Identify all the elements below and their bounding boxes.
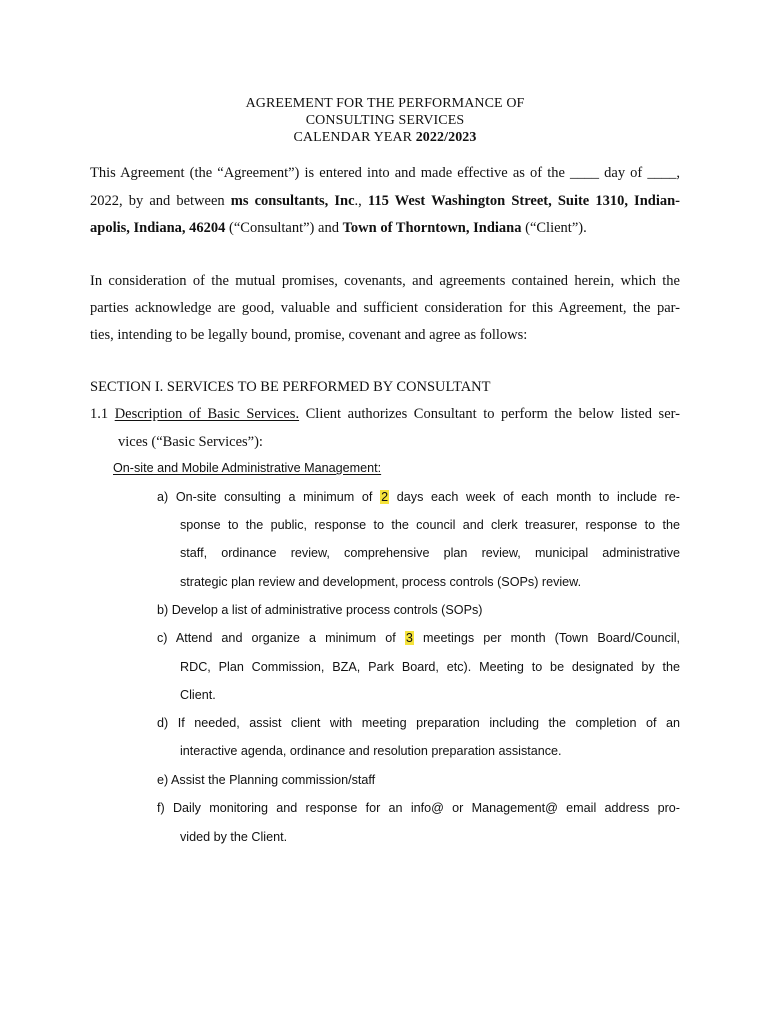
consultant-address: 115 West Washington Street, Suite 1310, Indian- xyxy=(367,193,680,209)
onsite-subheading: On-site and Mobile Administrative Management: xyxy=(113,461,382,475)
item-d-line-2: interactive agenda, ordinance and resolution preparation assistance. xyxy=(180,744,562,758)
item-c-line-2: RDC, Plan Commission, BZA, Park Board, etc). Meeting to be designated by the xyxy=(180,660,680,674)
agreement-title-line-1: AGREEMENT FOR THE PERFORMANCE OF xyxy=(245,96,525,111)
consideration-line-1: In consideration of the mutual promises, covenants, and agreements contained herein, which the xyxy=(90,273,680,289)
agreement-title-line-2: CONSULTING SERVICES xyxy=(305,113,465,128)
item-a-line-1: a) On-site consulting a minimum of 2 days each week of each month to include re- xyxy=(157,490,681,504)
calendar-year: 2022/2023 xyxy=(415,130,477,145)
item-a-line-4: strategic plan review and development, process controls (SOPs) review. xyxy=(180,575,582,589)
consideration-line-3: ties, intending to be legally bound, promise, covenant and agree as follows: xyxy=(90,327,528,343)
section-1-1-line-1: 1.1 Description of Basic Services. Client authorizes Consultant to perform the below listed ser- xyxy=(90,406,680,422)
intro-line-1: This Agreement (the “Agreement”) is entered into and made effective as of the ____ day of ____, xyxy=(90,165,680,181)
item-c-line-3: Client. xyxy=(180,688,216,702)
consultant-name: ms consultants, Inc xyxy=(230,193,355,209)
item-f-line-1: f) Daily monitoring and response for an info@ or Management@ email address pro- xyxy=(157,801,680,815)
item-f-line-2: vided by the Client. xyxy=(180,830,288,844)
section-1-1-line-2: vices (“Basic Services”): xyxy=(118,434,263,450)
item-c-line-1: c) Attend and organize a minimum of 3 meetings per month (Town Board/Council, xyxy=(157,631,680,645)
meetings-per-month-highlight: 3 xyxy=(405,631,413,645)
item-e: e) Assist the Planning commission/staff xyxy=(157,773,376,787)
consideration-line-2: parties acknowledge are good, valuable and sufficient consideration for this Agreement, the par- xyxy=(90,300,680,316)
basic-services-title: Description of Basic Services. xyxy=(114,406,300,422)
item-b: b) Develop a list of administrative process controls (SOPs) xyxy=(157,603,483,617)
item-a-line-3: staff, ordinance review, comprehensive plan review, municipal administrative xyxy=(180,546,680,560)
agreement-title-line-3: CALENDAR YEAR 2022/2023 xyxy=(293,130,477,145)
item-d-line-1: d) If needed, assist client with meeting preparation including the completion of an xyxy=(157,716,680,730)
intro-line-2: 2022, by and between ms consultants, Inc., 115 West Washington Street, Suite 1310, Indian- xyxy=(90,193,680,209)
client-name: Town of Thorntown, Indiana xyxy=(342,220,522,236)
days-per-week-highlight: 2 xyxy=(381,490,389,504)
intro-line-3: apolis, Indiana, 46204 (“Consultant”) and Town of Thorntown, Indiana (“Client”). xyxy=(90,220,587,236)
consultant-address-cont: apolis, Indiana, 46204 xyxy=(90,220,226,236)
section-1-heading: SECTION I. SERVICES TO BE PERFORMED BY CONSULTANT xyxy=(90,379,491,395)
item-a-line-2: sponse to the public, response to the council and clerk treasurer, response to the xyxy=(180,518,680,532)
